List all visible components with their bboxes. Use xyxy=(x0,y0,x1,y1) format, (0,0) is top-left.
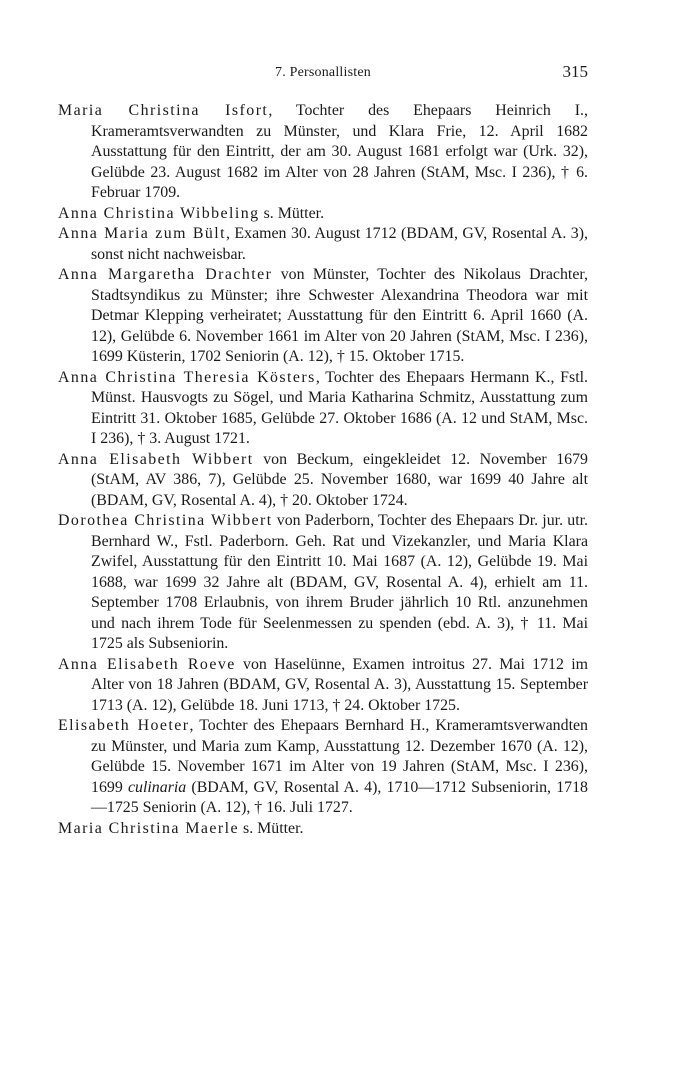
page-number: 315 xyxy=(562,62,588,81)
list-entry xyxy=(58,224,588,265)
person-name: Anna Margaretha Drachter xyxy=(58,266,273,283)
chapter-title: 7. Personallisten xyxy=(275,65,371,80)
person-name: Anna Elisabeth Wibbert xyxy=(58,450,254,468)
person-name: Anna Maria zum Bült xyxy=(58,225,226,242)
list-entry xyxy=(58,655,588,717)
entry-text-continued: (BDAM, GV, Rosental A. 4), 1710—1712 Subseniorin, 1718—1725 Seniorin (A. 12), † 16. Juli 1727. xyxy=(91,778,588,816)
person-name: Anna Christina Wibbeling xyxy=(58,204,260,222)
italic-term: culinaria xyxy=(127,778,187,796)
list-entry xyxy=(58,819,588,840)
entry-text: von Münster, Tochter des Nikolaus Drachter, Stadtsyndikus zu Münster; ihre Schwester Alexandrina Theodora war mit Detmar Klepping verheiratet; Ausstattung für den Eintritt 6. April 1660 (A. 12), Gelübde 6. November 1661 im Alter von 20 Jahren (StAM, Msc. I 236), 1699 Küsterin, 1702 Seniorin (A. 12), † 15. Oktober 1715. xyxy=(91,266,588,365)
personnel-list xyxy=(58,101,588,839)
list-entry xyxy=(58,204,588,225)
list-entry xyxy=(58,511,588,655)
entry-text: s. Mütter. xyxy=(259,204,325,222)
list-entry xyxy=(58,450,588,512)
entry-text: s. Mütter. xyxy=(239,819,304,837)
person-name: Anna Christina Theresia Kösters xyxy=(58,368,316,386)
person-name: Anna Elisabeth Roeve xyxy=(58,655,236,673)
entry-text: , Tochter des Ehepaars Heinrich I., Krameramtsverwandten zu Münster, und Klara Frie, 12. April 1682 Ausstattung für den Eintritt, der am 30. August 1681 erfolgt war (Urk. 32), Gelübde 23. August 1682 im Alter von 28 Jahren (StAM, Msc. I 236), † 6. Februar 1709. xyxy=(91,102,588,201)
entry-text: , Examen 30. August 1712 (BDAM, GV, Rosental A. 3), sonst nicht nachweisbar. xyxy=(91,225,588,263)
entry-text: von Haselünne, Examen introitus 27. Mai 1712 im Alter von 18 Jahren (BDAM, GV, Rosental A. 3), Ausstattung 15. September 1713 (A. 12), Gelübde 18. Juni 1713, † 24. Oktober 1725. xyxy=(91,655,588,714)
entry-text: von Beckum, eingekleidet 12. November 1679 (StAM, AV 386, 7), Gelübde 25. November 1680, war 1699 40 Jahre alt (BDAM, GV, Rosental A. 4), † 20. Oktober 1724. xyxy=(91,450,589,509)
list-entry xyxy=(58,101,588,204)
person-name: Maria Christina Isfort xyxy=(58,102,269,119)
entry-text: , Tochter des Ehepaars Hermann K., Fstl. Münst. Hausvogts zu Sögel, und Maria Katharina Schmitz, Ausstattung zum Eintritt 31. Oktober 1685, Gelübde 27. Oktober 1686 (A. 12 und StAM, Msc. I 236), † 3. August 1721. xyxy=(91,368,589,447)
list-entry xyxy=(58,265,588,368)
person-name: Elisabeth Hoeter xyxy=(58,717,190,734)
person-name: Maria Christina Maerle xyxy=(58,819,240,837)
person-name: Dorothea Christina Wibbert xyxy=(58,512,273,529)
entry-text: von Paderborn, Tochter des Ehepaars Dr. jur. utr. Bernhard W., Fstl. Paderborn. Geh. Rat und Vizekanzler, und Maria Klara Zwifel, Ausstattung für den Eintritt 10. Mai 1687 (A. 12), Gelübde 19. Mai 1688, war 1699 32 Jahre alt (BDAM, GV, Rosental A. 4), erhielt am 11. September 1708 Erlaubnis, von ihrem Bruder jährlich 10 Rtl. anzunehmen und nach ihrem Tode für Seelenmessen zu spenden (ebd. A. 3), † 11. Mai 1725 als Subseniorin. xyxy=(91,512,588,652)
list-entry xyxy=(58,368,588,450)
list-entry xyxy=(58,716,588,819)
running-header xyxy=(58,62,588,86)
entry-text: , Tochter des Ehepaars Bernhard H., Krameramtsverwandten zu Münster, und Maria zum Kamp, Ausstattung 12. Dezember 1670 (A. 12), Gelübde 15. November 1671 im Alter von 19 Jahren (StAM, Msc. I 236), 1699 xyxy=(91,717,588,796)
